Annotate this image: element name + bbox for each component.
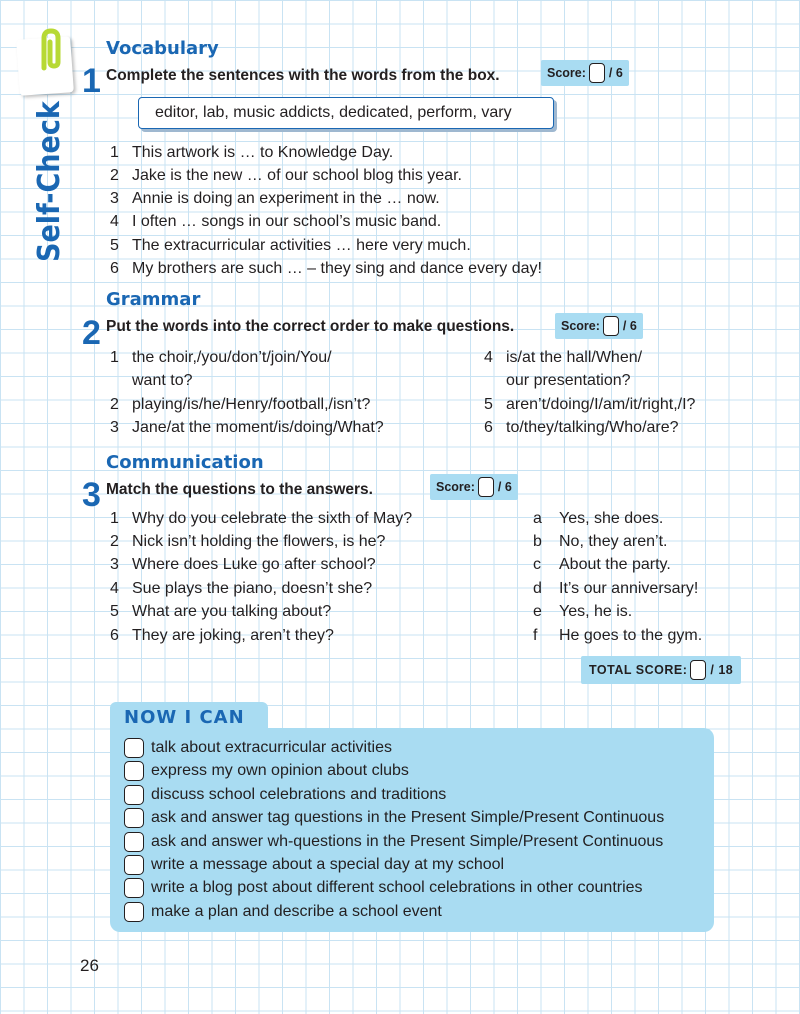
total-score-box: TOTAL SCORE: / 18: [581, 656, 741, 684]
exercise-number: 1: [82, 62, 101, 100]
checkbox[interactable]: [124, 785, 144, 805]
score-input[interactable]: [603, 316, 619, 336]
checkbox[interactable]: [124, 738, 144, 758]
checkbox[interactable]: [124, 902, 144, 922]
score-input[interactable]: [690, 660, 706, 680]
list-item: 5 aren’t/doing/I/am/it/right,/I?: [484, 396, 696, 413]
list-item: 5 The extracurricular activities … here very much.: [110, 237, 471, 254]
checklist-item: talk about extracurricular activities: [124, 737, 392, 759]
list-item: 1 the choir,/you/don’t/join/You/: [110, 349, 332, 366]
answer-item: b No, they aren’t.: [533, 533, 668, 550]
answer-item: c About the party.: [533, 556, 671, 573]
answer-item: e Yes, he is.: [533, 603, 633, 620]
score-box: Score: / 6: [430, 474, 518, 500]
question-item: 4 Sue plays the piano, doesn’t she?: [110, 580, 373, 597]
question-item: 3 Where does Luke go after school?: [110, 556, 376, 573]
question-item: 1 Why do you celebrate the sixth of May?: [110, 510, 413, 527]
question-item: 6 They are joking, aren’t they?: [110, 627, 334, 644]
grammar-title: Grammar: [106, 289, 201, 310]
communication-title: Communication: [106, 452, 264, 473]
list-item: 4 I often … songs in our school’s music band.: [110, 213, 442, 230]
list-item-continued: our presentation?: [506, 372, 631, 389]
checkbox[interactable]: [124, 878, 144, 898]
paper-clip-icon: [36, 28, 70, 74]
question-item: 5 What are you talking about?: [110, 603, 332, 620]
checklist-item: write a blog post about different school celebrations in other countries: [124, 877, 643, 899]
answer-item: a Yes, she does.: [533, 510, 664, 527]
list-item: 6 to/they/talking/Who/are?: [484, 419, 679, 436]
checklist-item: make a plan and describe a school event: [124, 901, 442, 923]
exercise-number: 3: [82, 476, 101, 514]
answer-item: d It’s our anniversary!: [533, 580, 699, 597]
score-box: Score: / 6: [541, 60, 629, 86]
checklist-item: discuss school celebrations and traditions: [124, 784, 446, 806]
page-number: 26: [80, 956, 99, 975]
question-item: 2 Nick isn’t holding the flowers, is he?: [110, 533, 386, 550]
checkbox[interactable]: [124, 808, 144, 828]
checklist-item: write a message about a special day at my school: [124, 854, 504, 876]
checkbox[interactable]: [124, 832, 144, 852]
list-item: 3 Annie is doing an experiment in the … now.: [110, 190, 440, 207]
vocabulary-title: Vocabulary: [106, 38, 219, 59]
list-item-continued: want to?: [132, 372, 193, 389]
checklist-item: ask and answer wh-questions in the Present Simple/Present Continuous: [124, 831, 663, 853]
list-item: 6 My brothers are such … – they sing and dance every day!: [110, 260, 542, 277]
exercise-instruction: Match the questions to the answers.: [106, 481, 373, 498]
score-input[interactable]: [478, 477, 494, 497]
exercise-number: 2: [82, 314, 101, 352]
list-item: 4 is/at the hall/When/: [484, 349, 643, 366]
exercise-instruction: Complete the sentences with the words from the box.: [106, 67, 500, 84]
checklist-item: ask and answer tag questions in the Present Simple/Present Continuous: [124, 807, 664, 829]
list-item: 2 playing/is/he/Henry/football,/isn’t?: [110, 396, 371, 413]
checklist-item: express my own opinion about clubs: [124, 760, 409, 782]
exercise-instruction: Put the words into the correct order to make questions.: [106, 318, 515, 335]
checkbox[interactable]: [124, 855, 144, 875]
now-i-can-title: NOW I CAN: [124, 707, 245, 728]
score-input[interactable]: [589, 63, 605, 83]
list-item: 2 Jake is the new … of our school blog this year.: [110, 167, 462, 184]
self-check-heading: Self-Check: [32, 101, 67, 262]
answer-item: f He goes to the gym.: [533, 627, 703, 644]
list-item: 1 This artwork is … to Knowledge Day.: [110, 144, 394, 161]
checkbox[interactable]: [124, 761, 144, 781]
score-box: Score: / 6: [555, 313, 643, 339]
list-item: 3 Jane/at the moment/is/doing/What?: [110, 419, 384, 436]
word-box: editor, lab, music addicts, dedicated, perform, vary: [138, 97, 554, 129]
